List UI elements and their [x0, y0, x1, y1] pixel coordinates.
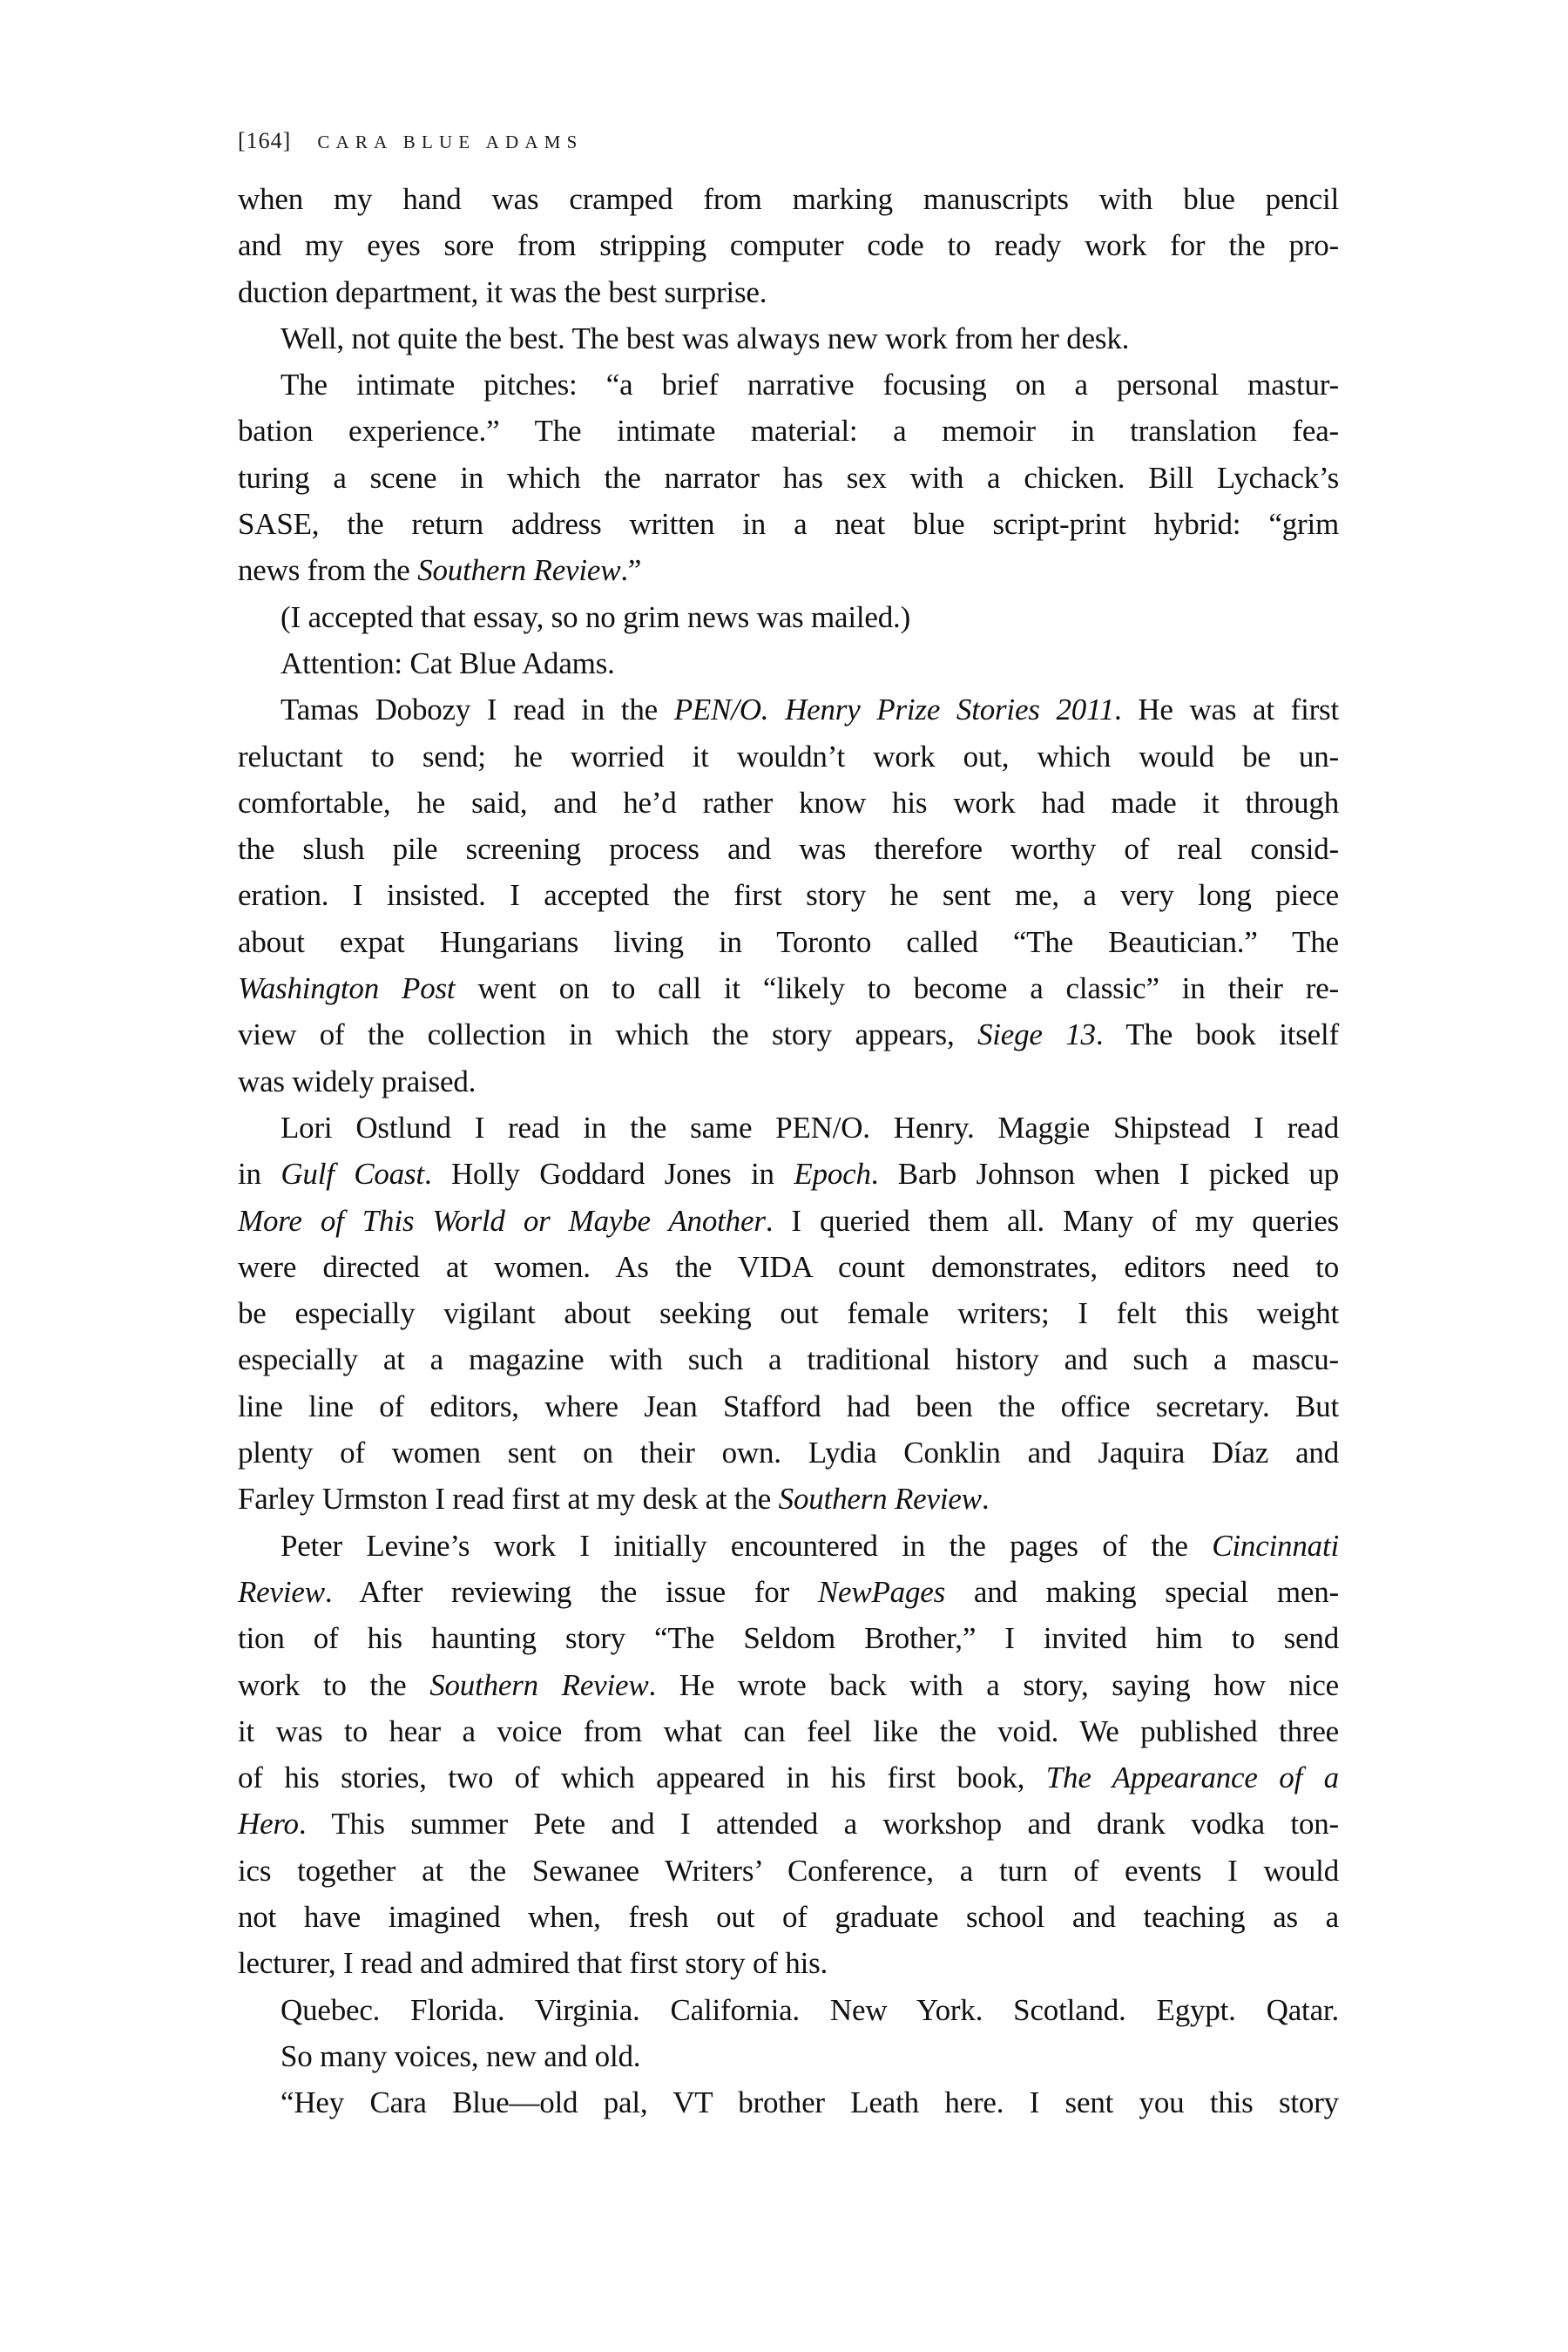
text-line	[238, 965, 1339, 1011]
italic-title: Epoch	[794, 1157, 871, 1192]
text-line	[238, 1848, 1339, 1894]
text-run: Well, not quite the best. The best was always new work from her desk.	[280, 321, 1130, 355]
text-run: “Hey Cara Blue—old pal, VT brother Leath here. I sent you this story	[280, 2085, 1339, 2120]
italic-title: NewPages	[817, 1574, 946, 1609]
text-line	[238, 269, 1339, 315]
text-line	[238, 826, 1339, 872]
italic-title: Review	[238, 1574, 325, 1609]
text-run: ics together at the Sewanee Writers’ Conference, a turn of events I would	[238, 1853, 1339, 1888]
text-run: eration. I insisted. I accepted the first story he sent me, a very long piece	[238, 878, 1339, 913]
text-run: SASE, the return address written in a neat blue script-print hybrid: “grim	[238, 507, 1339, 542]
text-run: when my hand was cramped from marking manuscripts with blue pencil	[238, 182, 1339, 216]
italic-title: Gulf Coast	[280, 1157, 424, 1192]
text-line	[238, 1383, 1339, 1429]
text-run: .”	[620, 553, 642, 588]
text-line	[238, 686, 1339, 733]
text-run: and my eyes sore from stripping computer code to ready work for the pro-	[238, 228, 1339, 263]
text-run: line line of editors, where Jean Stafford had been the office secretary. But	[238, 1389, 1339, 1423]
text-run: comfortable, he said, and he’d rather know his work had made it through	[238, 785, 1339, 820]
text-run: Quebec. Florida. Virginia. California. New York. Scotland. Egypt. Qatar.	[280, 1992, 1339, 2027]
italic-title: PEN/O. Henry Prize Stories 2011	[673, 693, 1115, 727]
body-text	[238, 176, 1339, 2126]
text-run: reluctant to send; he worried it wouldn’t work out, which would be un-	[238, 739, 1339, 774]
text-line	[238, 1662, 1339, 1708]
italic-title: Washington Post	[238, 971, 456, 1006]
text-line	[238, 1523, 1339, 1569]
text-run: duction department, it was the best surprise.	[238, 274, 767, 309]
text-run: .	[981, 1482, 990, 1517]
italic-title: Cincinnati	[1212, 1528, 1339, 1563]
text-line	[238, 501, 1339, 547]
text-run: lecturer, I read and admired that first story of his.	[238, 1946, 828, 1981]
italic-title: Southern Review	[778, 1482, 982, 1517]
text-run: the slush pile screening process and was therefore worthy of real consid-	[238, 832, 1339, 867]
text-run: . After reviewing the issue for	[324, 1574, 818, 1609]
text-line	[238, 547, 1339, 593]
text-run: Attention: Cat Blue Adams.	[280, 645, 615, 680]
text-run: plenty of women sent on their own. Lydia Conklin and Jaquira Díaz and	[238, 1436, 1339, 1470]
text-line	[238, 455, 1339, 501]
text-run: . Holly Goddard Jones in	[423, 1157, 794, 1192]
text-run: So many voices, new and old.	[280, 2038, 641, 2073]
text-run: went on to call it “likely to become a classic” in their re-	[455, 971, 1339, 1006]
text-run: Tamas Dobozy I read in the	[280, 693, 674, 727]
italic-title: Hero	[238, 1807, 299, 1842]
text-run: was widely praised.	[238, 1064, 476, 1098]
text-run: news from the	[238, 553, 418, 588]
text-line	[238, 1198, 1339, 1244]
text-run: . I queried them all. Many of my queries	[765, 1203, 1339, 1238]
text-line	[238, 780, 1339, 826]
text-line	[238, 2079, 1339, 2126]
text-run: tion of his haunting story “The Seldom Brother,” I invited him to send	[238, 1621, 1339, 1656]
text-run: . Barb Johnson when I picked up	[870, 1157, 1339, 1192]
italic-title: Southern Review	[429, 1667, 649, 1702]
text-run: about expat Hungarians living in Toronto called “The Beautician.” The	[238, 924, 1339, 959]
running-head	[238, 127, 584, 155]
text-line	[238, 408, 1339, 454]
text-line	[238, 1940, 1339, 1986]
text-run: Peter Levine’s work I initially encountered in the pages of the	[280, 1528, 1213, 1563]
author-name: CARA BLUE ADAMS	[317, 132, 584, 152]
text-run: turing a scene in which the narrator has sex with a chicken. Bill Lychack’s	[238, 460, 1339, 495]
text-run: in	[238, 1157, 281, 1192]
italic-title: Southern Review	[417, 553, 621, 588]
text-line	[238, 640, 1339, 686]
text-run: . This summer Pete and I attended a workshop and drank vodka ton-	[298, 1807, 1339, 1842]
text-line	[238, 1754, 1339, 1801]
text-run: especially at a magazine with such a traditional history and such a mascu-	[238, 1342, 1339, 1377]
text-line	[238, 1569, 1339, 1615]
text-run: view of the collection in which the story appears,	[238, 1017, 977, 1052]
text-line	[238, 1336, 1339, 1382]
italic-title: The Appearance of a	[1045, 1761, 1339, 1795]
text-line	[238, 733, 1339, 780]
text-run: Farley Urmston I read first at my desk at the	[238, 1482, 779, 1517]
page-number: [164]	[238, 128, 292, 153]
italic-title: More of This World or Maybe Another	[238, 1203, 766, 1238]
text-line	[238, 1244, 1339, 1290]
text-run: were directed at women. As the VIDA count demonstrates, editors need to	[238, 1249, 1339, 1284]
text-line	[238, 1708, 1339, 1754]
text-line	[238, 362, 1339, 408]
text-line	[238, 1105, 1339, 1151]
text-run: . He was at first	[1114, 693, 1339, 727]
text-line	[238, 1290, 1339, 1336]
text-run: . He wrote back with a story, saying how nice	[648, 1667, 1340, 1702]
text-run: not have imagined when, fresh out of graduate school and teaching as a	[238, 1899, 1339, 1934]
text-line	[238, 919, 1339, 965]
text-run: it was to hear a voice from what can feel like the void. We published three	[238, 1713, 1339, 1748]
italic-title: Siege 13	[977, 1017, 1096, 1052]
text-run: Lori Ostlund I read in the same PEN/O. Henry. Maggie Shipstead I read	[280, 1110, 1339, 1145]
text-run: and making special men-	[945, 1574, 1339, 1609]
text-line	[238, 1801, 1339, 1847]
text-line	[238, 315, 1339, 362]
text-line	[238, 222, 1339, 268]
text-line	[238, 1615, 1339, 1661]
text-line	[238, 872, 1339, 918]
text-run: (I accepted that essay, so no grim news was mailed.)	[280, 599, 911, 634]
text-line	[238, 594, 1339, 640]
text-line	[238, 1011, 1339, 1058]
text-run: . The book itself	[1095, 1017, 1339, 1052]
text-line	[238, 2033, 1339, 2079]
text-run: be especially vigilant about seeking out female writers; I felt this weight	[238, 1296, 1339, 1331]
text-run: of his stories, two of which appeared in his first book,	[238, 1761, 1046, 1795]
text-line	[238, 176, 1339, 222]
text-line	[238, 1429, 1339, 1476]
text-line	[238, 1894, 1339, 1940]
text-line	[238, 1058, 1339, 1105]
text-run: work to the	[238, 1667, 430, 1702]
text-line	[238, 1987, 1339, 2033]
text-run: The intimate pitches: “a brief narrative focusing on a personal mastur-	[280, 368, 1339, 402]
text-run: bation experience.” The intimate material: a memoir in translation fea-	[238, 414, 1339, 449]
text-line	[238, 1476, 1339, 1522]
text-line	[238, 1151, 1339, 1197]
